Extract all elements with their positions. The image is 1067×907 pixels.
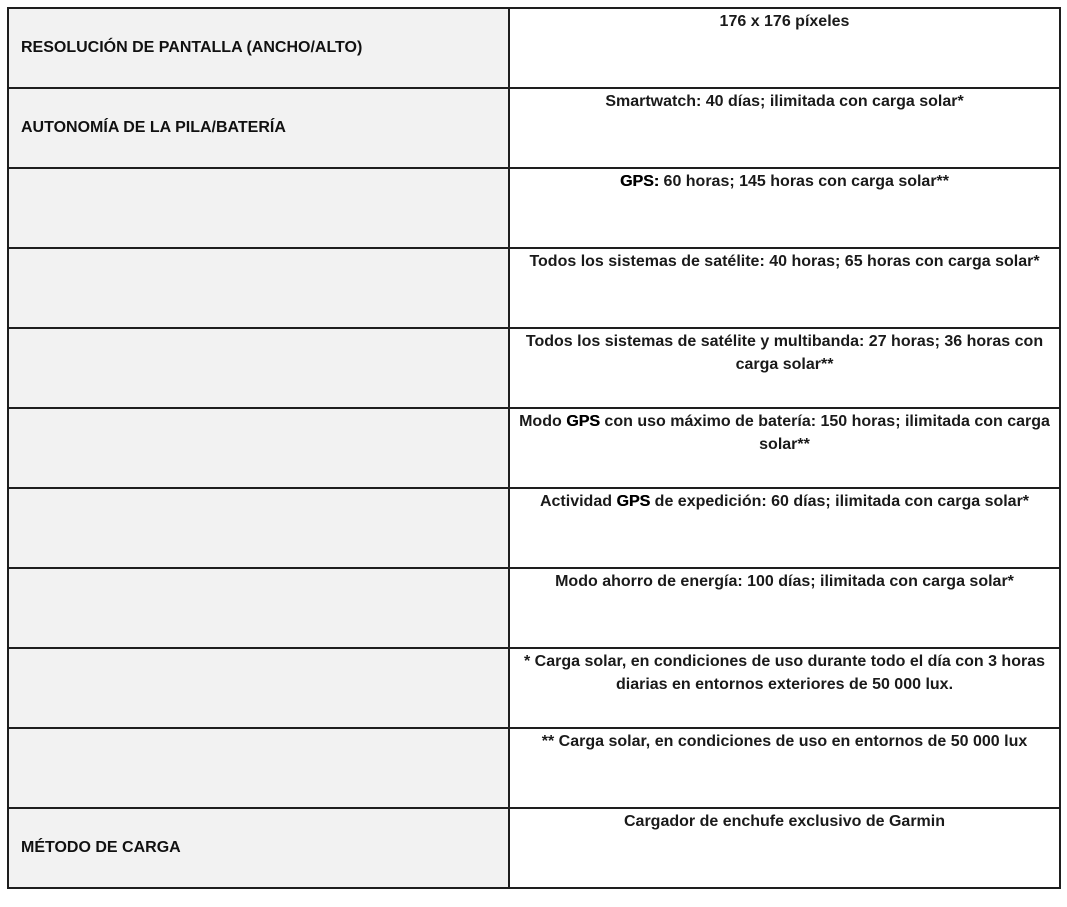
spec-value-rest: de expedición: 60 días; ilimitada con carga solar* — [650, 493, 1030, 510]
spec-value: Todos los sistemas de satélite: 40 horas; 65 horas con carga solar* — [529, 253, 1040, 270]
spec-value: Modo — [519, 413, 567, 430]
spec-label-cell — [8, 168, 509, 248]
table-row-footnote-double — [8, 728, 1060, 808]
table-row-battery-smartwatch — [8, 88, 1060, 168]
spec-value-cell — [509, 648, 1060, 728]
spec-value-cell — [509, 328, 1060, 408]
spec-value: Actividad — [539, 493, 617, 510]
spec-label: RESOLUCIÓN DE PANTALLA (ANCHO/ALTO) — [21, 39, 363, 56]
spec-value: Modo ahorro de energía: 100 días; ilimitada con carga solar* — [555, 573, 1014, 590]
spec-label-cell — [8, 568, 509, 648]
spec-value-cell — [509, 488, 1060, 568]
spec-label-cell — [8, 488, 509, 568]
table-row-battery-power-saving — [8, 568, 1060, 648]
table-row-battery-expedition — [8, 488, 1060, 568]
spec-label: AUTONOMÍA DE LA PILA/BATERÍA — [21, 119, 286, 136]
spec-value: ** Carga solar, en condiciones de uso en entornos de 50 000 lux — [541, 733, 1028, 750]
spec-value-cell — [509, 568, 1060, 648]
spec-label-cell — [8, 408, 509, 488]
spec-value: * Carga solar, en condiciones de uso durante todo el día con 3 horas diarias en entornos exteriores de 50 000 lux. — [523, 653, 1045, 693]
spec-label-cell — [8, 248, 509, 328]
spec-label-cell — [8, 8, 509, 88]
specifications-table — [7, 7, 1061, 889]
table-row-battery-max-gps — [8, 408, 1060, 488]
table-row-screen-resolution — [8, 8, 1060, 88]
spec-value: Todos los sistemas de satélite y multibanda: 27 horas; 36 horas con carga solar** — [525, 333, 1044, 373]
spec-label-cell — [8, 88, 509, 168]
spec-value-highlight: GPS: — [619, 173, 660, 190]
spec-value-cell — [509, 808, 1060, 888]
table-row-battery-gps — [8, 168, 1060, 248]
spec-label-cell — [8, 808, 509, 888]
spec-value-highlight: GPS — [566, 413, 600, 430]
spec-label-cell — [8, 728, 509, 808]
spec-value-cell — [509, 168, 1060, 248]
spec-label-cell — [8, 648, 509, 728]
spec-value-rest: 60 horas; 145 horas con carga solar** — [659, 173, 950, 190]
table-row-battery-all-satellite — [8, 248, 1060, 328]
spec-value-cell — [509, 8, 1060, 88]
table-row-charging-method — [8, 808, 1060, 888]
spec-value-highlight: GPS — [616, 493, 651, 510]
spec-value-cell — [509, 728, 1060, 808]
spec-value-cell — [509, 88, 1060, 168]
spec-value: 176 x 176 píxeles — [719, 13, 850, 30]
spec-value: Cargador de enchufe exclusivo de Garmin — [624, 813, 945, 830]
spec-value-cell — [509, 248, 1060, 328]
table-row-battery-multiband — [8, 328, 1060, 408]
spec-value-rest: con uso máximo de batería: 150 horas; ilimitada con carga solar** — [599, 413, 1050, 453]
spec-label-cell — [8, 328, 509, 408]
table-row-footnote-single — [8, 648, 1060, 728]
spec-label: MÉTODO DE CARGA — [21, 839, 181, 856]
spec-value-cell — [509, 408, 1060, 488]
spec-value: Smartwatch: 40 días; ilimitada con carga solar* — [605, 93, 964, 110]
